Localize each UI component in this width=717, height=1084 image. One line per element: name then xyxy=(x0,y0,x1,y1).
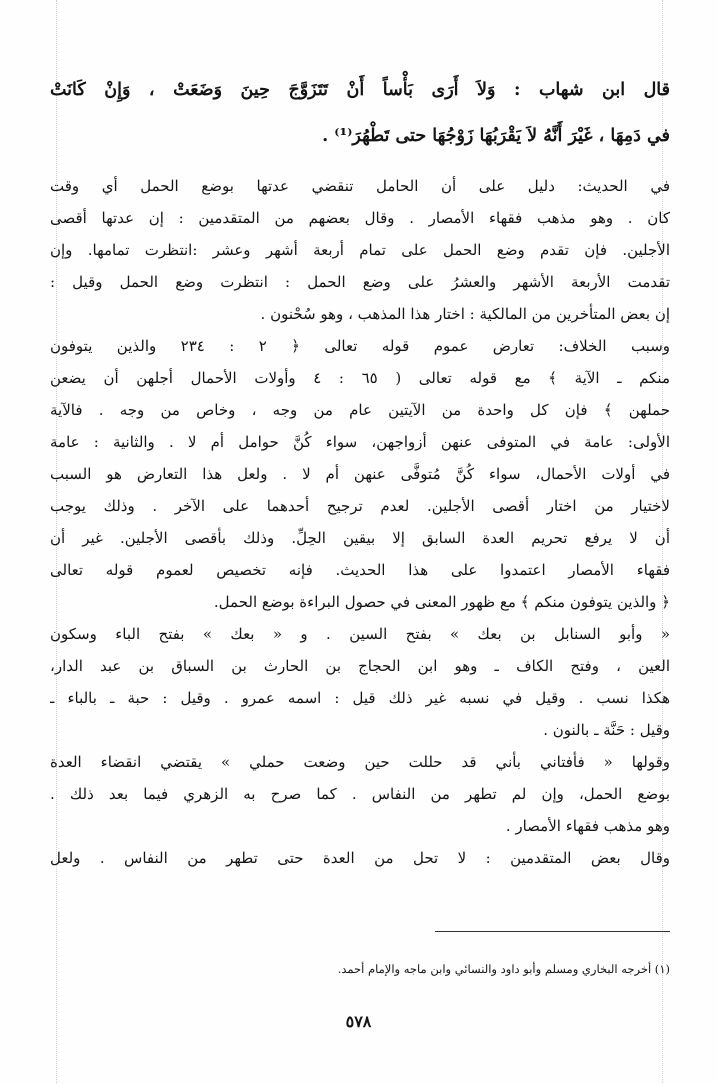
commentary-body xyxy=(50,170,670,874)
body-line: فقهاء الأمصار اعتمدوا على هذا الحديث. فإنه تخصيص لعموم قوله تعالى xyxy=(50,561,670,579)
body-line: الأولى: عامة في المتوفى عنهن أزواجهن، سواء كُنَّ حوامل أم لا . والثانية : عامة xyxy=(50,433,670,451)
quoted-hadith-paragraph xyxy=(50,67,670,159)
body-line: إن بعض المتأخرين من المالكية : اختار هذا المذهب ، وهو سُحْنون . xyxy=(260,305,670,323)
footnote: (١) أخرجه البخاري ومسلم وأبو داود والنسائي وابن ماجه والإمام أحمد. xyxy=(337,962,670,976)
body-line: وهو مذهب فقهاء الأمصار . xyxy=(505,817,670,835)
body-line: وقولها « فأفتاني بأني قد حللت حين وضعت حملي » يقتضي انقضاء العدة xyxy=(50,753,670,771)
body-line: ﴿ والذين يتوفون منكم ﴾ مع ظهور المعنى في حصول البراءة بوضع الحمل. xyxy=(213,593,670,611)
body-line: الأجلين. فإن تقدم وضع الحمل على تمام أربعة أشهر وعشر :انتظرت تمامها. وإن xyxy=(50,241,670,259)
quote-line: قال ابن شهاب : وَلاَ أَرَى بَأْساً أَنْ تَتَزَوَّجَ حِينَ وَضَعَتْ ، وَإِنْ كَانَتْ xyxy=(50,80,670,100)
body-line: منكم ـ الآية ﴾ مع قوله تعالى ( ٦٥ : ٤ وأولات الأحمال أجلهن أن يضعن xyxy=(50,369,670,387)
body-line: في أولات الأحمال، سواء كُنَّ مُتوفَّى عنهن أم لا . ولعل هذا التعارض هو السبب xyxy=(50,465,670,483)
page-number: ٥٧٨ xyxy=(345,1012,372,1031)
footnote-divider xyxy=(435,931,670,932)
body-line: العين ، وفتح الكاف ـ وهو ابن الحجاج بن الحارث بن السباق بن عبد الدار، xyxy=(50,657,670,675)
body-line: أن لا يرفع تحريم العدة السابق إلا بيقين الحِلِّ. وذلك بأقصى الأجلين. غير أن xyxy=(50,529,670,547)
body-line: هكذا نسب . وقيل في نسبه غير ذلك قيل : اسمه عمرو . وقيل : حبة ـ بالباء ـ xyxy=(50,689,670,707)
body-line: وسبب الخلاف: تعارض عموم قوله تعالى ﴿ ٢ : ٢٣٤ والذين يتوفون xyxy=(50,337,670,355)
body-line: « وأبو السنابل بن بعك » بفتح السين . و « بعك » بفتح الباء وسكون xyxy=(50,625,670,643)
body-line: في الحديث: دليل على أن الحامل تنقضي عدتها بوضع الحمل أي وقت xyxy=(50,177,670,195)
body-line: وقال بعض المتقدمين : لا تحل من العدة حتى تطهر من النفاس . ولعل xyxy=(50,849,670,867)
body-line: حملهن ﴾ فإن كل واحدة من الآيتين عام من وجه ، وخاص من وجه . فالآية xyxy=(50,401,670,419)
body-line: لاختيار من اختار أقصى الأجلين. لعدم ترجيح أحدهما على الآخر . وذلك يوجب xyxy=(50,497,670,515)
body-line: وقيل : حَنَّة ـ بالنون . xyxy=(543,721,670,739)
body-line: كان . وهو مذهب فقهاء الأمصار . وقال بعضهم من المتقدمين : إن عدتها أقصى xyxy=(50,209,670,227)
body-line: تقدمت الأربعة الأشهر والعشرُ على وضع الحمل : انتظرت وضع الحمل وقيل : xyxy=(50,273,670,291)
body-line: بوضع الحمل، وإن لم تطهر من النفاس . كما صرح به الزهري فيما بعد ذلك . xyxy=(50,785,670,803)
quote-line: في دَمِهَا ، غَيْرَ أَنَّهُ لاَ يَقْرَبُهَا زَوْجُهَا حتى تَطْهُرَ⁽¹⁾ . xyxy=(322,126,670,146)
